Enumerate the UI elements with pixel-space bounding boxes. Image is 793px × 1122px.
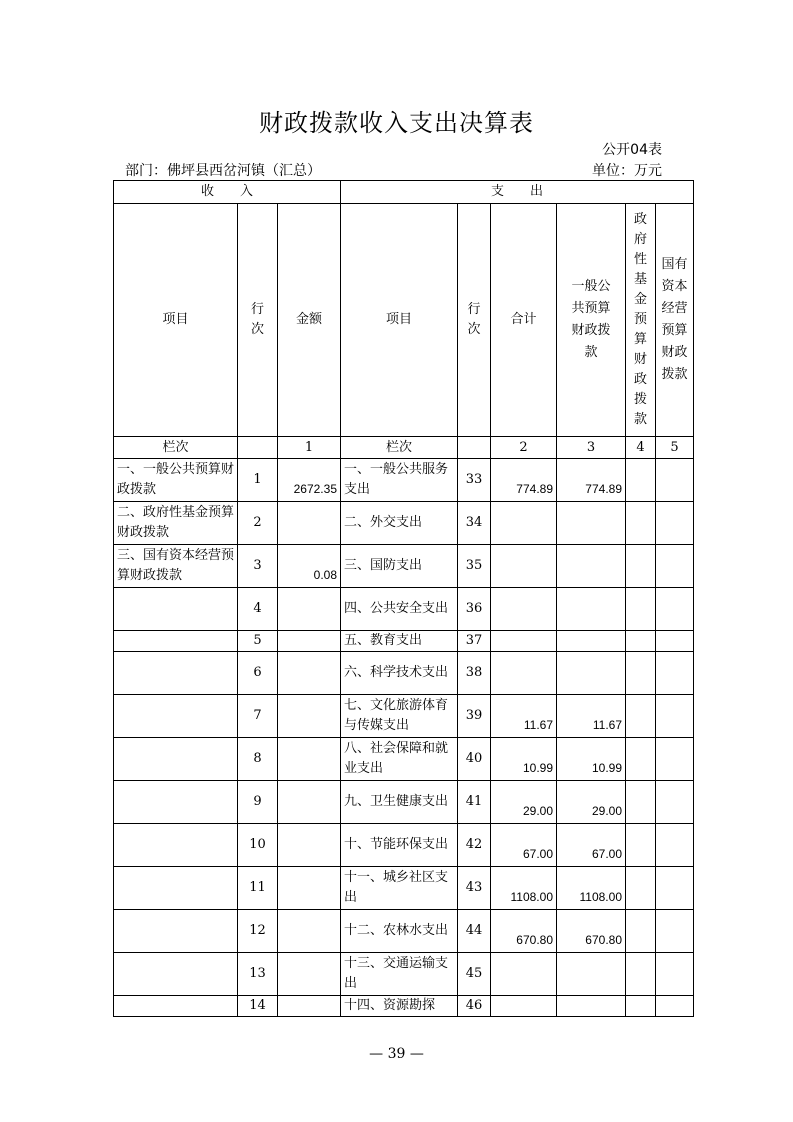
income-item-cell (114, 652, 238, 695)
expense-item-cell: 四、公共安全支出 (341, 588, 458, 631)
index-line-empty (238, 437, 278, 459)
expense-line-cell: 39 (458, 695, 491, 738)
expense-total-cell: 29.00 (491, 781, 557, 824)
expense-line-cell: 37 (458, 631, 491, 652)
expense-item-cell: 三、国防支出 (341, 545, 458, 588)
expense-state-cell (656, 996, 694, 1017)
income-line-cell: 2 (238, 502, 278, 545)
expense-general-cell (557, 502, 626, 545)
income-amount-cell (278, 781, 341, 824)
income-amount-cell (278, 631, 341, 652)
table-row (114, 695, 694, 738)
expense-fund-cell (626, 459, 656, 502)
expense-general-cell (557, 588, 626, 631)
expense-fund-cell (626, 910, 656, 953)
col-header-general: 一般公 共预算 财政拨 款 (557, 204, 626, 437)
expense-general-cell: 670.80 (557, 910, 626, 953)
expense-item-cell: 八、社会保障和就业支出 (341, 738, 458, 781)
income-item-cell (114, 695, 238, 738)
expense-fund-cell (626, 867, 656, 910)
index-col-1: 1 (278, 437, 341, 459)
income-amount-cell (278, 738, 341, 781)
index-label: 栏次 (114, 437, 238, 459)
budget-table (113, 180, 694, 1017)
document-title: 财政拨款收入支出决算表 (259, 109, 534, 137)
table-row (114, 459, 694, 502)
expense-line-cell: 36 (458, 588, 491, 631)
table-row (114, 545, 694, 588)
income-amount-cell (278, 996, 341, 1017)
col-header-total: 合计 (491, 204, 557, 437)
income-amount-cell (278, 502, 341, 545)
col-header-line2: 行 次 (458, 204, 491, 437)
expense-state-cell (656, 867, 694, 910)
income-item-cell (114, 588, 238, 631)
index-col-3: 3 (557, 437, 626, 459)
expense-total-cell (491, 631, 557, 652)
expense-general-cell (557, 953, 626, 996)
expense-line-cell: 43 (458, 867, 491, 910)
table-row (114, 996, 694, 1017)
expense-general-cell: 10.99 (557, 738, 626, 781)
table-row (114, 652, 694, 695)
expense-line-cell: 34 (458, 502, 491, 545)
expense-general-cell (557, 545, 626, 588)
expense-fund-cell (626, 631, 656, 652)
expense-general-cell (557, 996, 626, 1017)
income-line-cell: 8 (238, 738, 278, 781)
expense-item-cell: 十四、资源勘探 (341, 996, 458, 1017)
income-line-cell: 13 (238, 953, 278, 996)
page-number: — 39 — (369, 1046, 424, 1062)
table-row (114, 502, 694, 545)
expense-item-cell: 十、节能环保支出 (341, 824, 458, 867)
index-col-4: 4 (626, 437, 656, 459)
expense-total-cell (491, 502, 557, 545)
income-amount-cell (278, 695, 341, 738)
income-item-cell: 二、政府性基金预算财政拨款 (114, 502, 238, 545)
table-row (114, 781, 694, 824)
col-header-line: 行 次 (238, 204, 278, 437)
expense-total-cell: 67.00 (491, 824, 557, 867)
expense-state-cell (656, 502, 694, 545)
index-line2-empty (458, 437, 491, 459)
expense-state-cell (656, 459, 694, 502)
expense-general-cell: 1108.00 (557, 867, 626, 910)
expense-item-cell: 一、一般公共服务支出 (341, 459, 458, 502)
unit-label: 单位：万元 (592, 163, 662, 179)
expense-total-cell (491, 588, 557, 631)
income-item-cell (114, 953, 238, 996)
income-item-cell (114, 824, 238, 867)
expense-item-cell: 九、卫生健康支出 (341, 781, 458, 824)
expense-general-cell: 774.89 (557, 459, 626, 502)
income-line-cell: 4 (238, 588, 278, 631)
expense-total-cell (491, 996, 557, 1017)
income-line-cell: 6 (238, 652, 278, 695)
income-amount-cell (278, 953, 341, 996)
income-amount-cell (278, 588, 341, 631)
expense-general-cell (557, 631, 626, 652)
expense-fund-cell (626, 953, 656, 996)
expense-fund-cell (626, 781, 656, 824)
expense-state-cell (656, 588, 694, 631)
expense-fund-cell (626, 588, 656, 631)
form-code: 公开04表 (602, 142, 662, 158)
expense-line-cell: 41 (458, 781, 491, 824)
col-header-state: 国有 资本 经营 预算 财政 拨款 (656, 204, 694, 437)
expense-total-cell: 11.67 (491, 695, 557, 738)
expense-general-cell: 11.67 (557, 695, 626, 738)
expense-state-cell (656, 738, 694, 781)
income-amount-cell: 2672.35 (278, 459, 341, 502)
table-row (114, 738, 694, 781)
expense-general-cell: 67.00 (557, 824, 626, 867)
index-label2: 栏次 (341, 437, 458, 459)
expense-line-cell: 46 (458, 996, 491, 1017)
income-item-cell (114, 631, 238, 652)
expense-state-cell (656, 953, 694, 996)
income-line-cell: 3 (238, 545, 278, 588)
expense-total-cell (491, 652, 557, 695)
col-header-item: 项目 (114, 204, 238, 437)
expense-total-cell (491, 953, 557, 996)
income-item-cell (114, 996, 238, 1017)
col-header-item2: 项目 (341, 204, 458, 437)
expense-item-cell: 十一、城乡社区支出 (341, 867, 458, 910)
income-item-cell: 一、一般公共预算财政拨款 (114, 459, 238, 502)
income-item-cell (114, 910, 238, 953)
expense-state-cell (656, 910, 694, 953)
income-amount-cell (278, 824, 341, 867)
expense-item-cell: 五、教育支出 (341, 631, 458, 652)
expense-general-cell: 29.00 (557, 781, 626, 824)
expense-state-cell (656, 824, 694, 867)
table-row (114, 824, 694, 867)
expense-state-cell (656, 545, 694, 588)
expense-item-cell: 十二、农林水支出 (341, 910, 458, 953)
expense-state-cell (656, 631, 694, 652)
expense-item-cell: 七、文化旅游体育与传媒支出 (341, 695, 458, 738)
income-line-cell: 1 (238, 459, 278, 502)
index-col-2: 2 (491, 437, 557, 459)
expense-line-cell: 45 (458, 953, 491, 996)
expense-item-cell: 六、科学技术支出 (341, 652, 458, 695)
expense-fund-cell (626, 652, 656, 695)
department-label: 部门：佛坪县西岔河镇（汇总） (125, 163, 321, 179)
expense-item-cell: 二、外交支出 (341, 502, 458, 545)
table-row (114, 631, 694, 652)
expense-fund-cell (626, 996, 656, 1017)
expense-total-cell (491, 545, 557, 588)
expense-fund-cell (626, 545, 656, 588)
income-item-cell: 三、国有资本经营预算财政拨款 (114, 545, 238, 588)
income-item-cell (114, 867, 238, 910)
expense-item-cell: 十三、交通运输支出 (341, 953, 458, 996)
table-row (114, 588, 694, 631)
expense-total-cell: 670.80 (491, 910, 557, 953)
expense-state-cell (656, 652, 694, 695)
income-amount-cell (278, 867, 341, 910)
expense-line-cell: 33 (458, 459, 491, 502)
income-line-cell: 9 (238, 781, 278, 824)
income-amount-cell (278, 910, 341, 953)
income-line-cell: 12 (238, 910, 278, 953)
col-header-fund: 政 府 性 基 金 预 算 财 政 拨 款 (626, 204, 656, 437)
expense-fund-cell (626, 738, 656, 781)
index-col-5: 5 (656, 437, 694, 459)
income-line-cell: 5 (238, 631, 278, 652)
income-amount-cell: 0.08 (278, 545, 341, 588)
expense-line-cell: 40 (458, 738, 491, 781)
expense-total-cell: 10.99 (491, 738, 557, 781)
expense-fund-cell (626, 502, 656, 545)
table-row (114, 910, 694, 953)
expense-state-cell (656, 695, 694, 738)
income-line-cell: 11 (238, 867, 278, 910)
expense-fund-cell (626, 824, 656, 867)
expense-general-cell (557, 652, 626, 695)
table-row (114, 867, 694, 910)
expense-section-header: 支 出 (341, 181, 694, 204)
income-line-cell: 10 (238, 824, 278, 867)
expense-state-cell (656, 781, 694, 824)
income-item-cell (114, 738, 238, 781)
income-amount-cell (278, 652, 341, 695)
expense-line-cell: 42 (458, 824, 491, 867)
income-item-cell (114, 781, 238, 824)
income-section-header: 收 入 (114, 181, 341, 204)
expense-total-cell: 1108.00 (491, 867, 557, 910)
expense-line-cell: 38 (458, 652, 491, 695)
expense-line-cell: 35 (458, 545, 491, 588)
expense-line-cell: 44 (458, 910, 491, 953)
table-row (114, 953, 694, 996)
income-line-cell: 14 (238, 996, 278, 1017)
income-line-cell: 7 (238, 695, 278, 738)
expense-total-cell: 774.89 (491, 459, 557, 502)
col-header-amount: 金额 (278, 204, 341, 437)
expense-fund-cell (626, 695, 656, 738)
